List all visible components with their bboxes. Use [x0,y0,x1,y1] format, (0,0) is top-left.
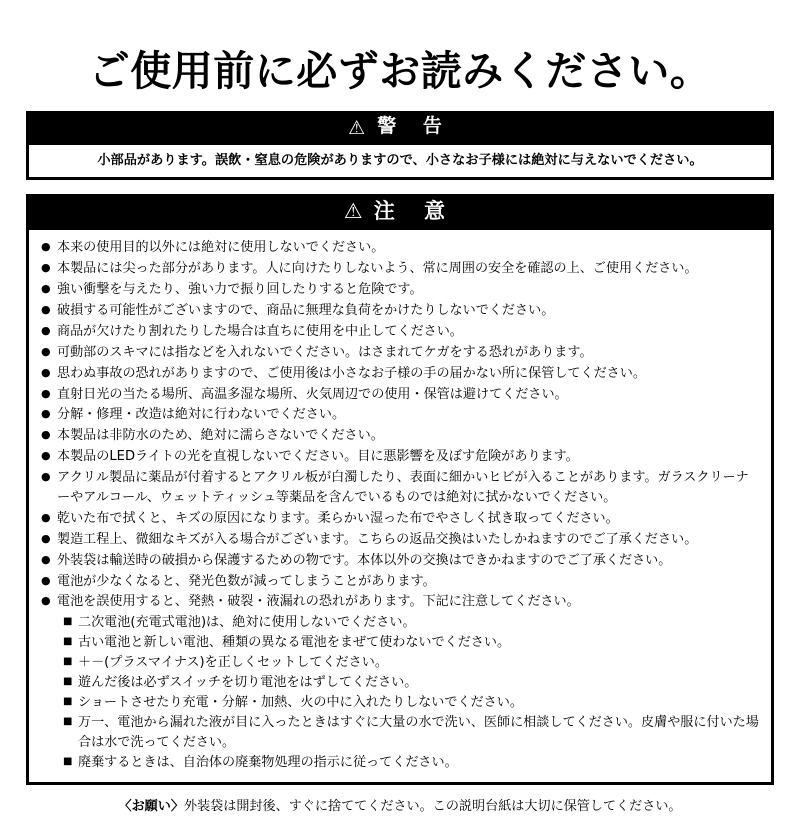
sub-bullet-marker-icon: ■ [63,715,73,727]
caution-list-item [41,259,761,279]
bullet-marker-icon: ● [41,510,51,524]
bullet-marker-icon: ● [41,386,51,400]
caution-body [26,230,774,785]
caution-list-item [41,405,761,425]
caution-heading-band [26,194,774,230]
caution-list-item [41,592,761,612]
caution-item-text: 強い衝撃を与えたり、強い力で振り回したりすると危険です。 [57,282,423,298]
warning-heading-label: 警 告 [377,115,452,138]
caution-item-text: 本来の使用目的以外には絶対に使用しないでください。 [57,240,385,256]
sub-bullet-marker-icon: ■ [63,755,73,767]
section-gap [26,180,774,194]
battery-sub-item [63,753,761,773]
page-title: ご使用前に必ずお読みください。 [88,47,712,95]
caution-item-text: 本製品は非防水のため、絶対に濡らさないでください。 [57,428,384,444]
bullet-marker-icon: ● [41,470,51,484]
bullet-marker-icon: ● [41,282,51,296]
caution-item-text: 商品が欠けたり割れたりした場合は直ちに使用を中止してください。 [57,323,463,339]
battery-sub-item-text: 遊んだ後は必ずスイッチを切り電池をはずしてください。 [78,675,418,690]
bullet-marker-icon: ● [41,302,51,316]
caution-item-text: 可動部のスキマには指などを入れないでください。はさまれてケガをする恐れがあります。 [57,344,593,360]
battery-sub-item-text: 古い電池と新しい電池、種類の異なる電池をまぜて使わないでください。 [78,635,511,651]
warning-text: 小部品があります。誤飲・窒息の危険がありますので、小さなお子様には絶対に与えないでください。 [97,153,703,169]
bullet-marker-icon: ● [41,428,51,442]
footer-text: 外装袋は開封後、すぐに捨ててください。この説明台紙は大切に保管してください。 [183,799,682,815]
sub-bullet-marker-icon: ■ [63,676,73,687]
bullet-marker-icon: ● [41,407,51,421]
caution-item-text: 思わぬ事故の恐れがありますので、ご使用後は小さなお子様の手の届かない所に保管してください。 [57,365,646,381]
bullet-marker-icon: ● [41,449,51,463]
battery-sub-item [63,653,761,673]
battery-sub-item [63,713,761,753]
battery-sub-item-text: 二次電池(充電式電池)は、絶対に使用しないでください。 [78,615,416,631]
caution-section [26,194,774,785]
caution-list-item [41,509,761,529]
bullet-marker-icon: ● [41,594,51,608]
caution-item-text: 製造工程上、微細なキズが入る場合がございます。こちらの返品交換はいたしかねますのでご了承ください。 [57,531,698,547]
bullet-marker-icon: ● [41,240,51,254]
battery-sub-item-text: 万一、電池から漏れた液が目に入ったときはすぐに大量の水で洗い、医師に相談してください。皮膚や服に付いた場合は水で洗ってください。 [78,714,759,750]
bullet-marker-icon: ● [41,552,51,566]
warning-section [26,111,774,180]
caution-list-item [41,364,761,384]
battery-sub-item [63,673,761,693]
caution-triangle-icon: ⚠ [343,199,374,224]
caution-list-item [41,468,761,508]
bullet-marker-icon: ● [41,531,51,545]
bullet-marker-icon: ● [41,323,51,337]
caution-item-text: 直射日光の当たる場所、高温多湿な場所、火気周辺での使用・保管は避けてください。 [57,386,568,402]
caution-list-item [41,301,761,321]
caution-list-item [41,426,761,446]
caution-item-text: 電池が少なくなると、発光色数が減ってしまうことがあります。 [57,573,436,589]
battery-sub-list [41,613,761,772]
sub-bullet-marker-icon: ■ [63,695,73,707]
battery-sub-item-text: ＋－(プラスマイナス)を正しくセットしてください。 [78,655,388,671]
caution-list-item [41,530,761,550]
caution-item-text: 破損する可能性がございますので、商品に無理な負荷をかけたりしないでください。 [57,302,555,318]
caution-list [41,238,761,772]
warning-heading-band [26,111,774,145]
caution-item-text: 本製品には尖った部分があります。人に向けたりしないよう、常に周囲の安全を確認の上、ご使用ください。 [57,261,698,277]
bullet-marker-icon: ● [41,573,51,587]
sub-bullet-marker-icon: ■ [63,616,73,628]
caution-heading-label: 注 意 [373,199,457,224]
caution-item-text: 電池を誤使用すると、発熱・破裂・液漏れの恐れがあります。下記に注意してください。 [57,594,580,610]
caution-list-item [41,343,761,363]
caution-list-item [41,322,761,342]
caution-item-text: 分解・修理・改造は絶対に行わないでください。 [57,407,346,423]
battery-sub-item [63,613,761,633]
caution-item-text: 本製品のLEDライトの光を直視しないでください。目に悪影響を及ぼす危険があります。 [57,449,579,465]
battery-sub-item [63,693,761,713]
caution-list-item [41,238,761,258]
bullet-marker-icon: ● [41,365,51,379]
bullet-marker-icon: ● [41,261,51,275]
warning-body [26,145,774,180]
footer-lead: 〈お願い〉 [118,799,184,815]
caution-item-text: アクリル製品に薬品が付着するとアクリル板が白濁したり、表面に細かいヒビが入ることがあります。ガラスクリーナーやアルコール、ウェットティッシュ等薬品を含んでいるものでは絶対に拭かないでください。 [57,470,749,505]
caution-item-text: 乾いた布で拭くと、キズの原因になります。柔らかい湿った布でやさしく拭き取ってください。 [57,510,619,526]
sub-bullet-marker-icon: ■ [63,636,73,648]
caution-list-item [41,280,761,300]
battery-sub-item [63,633,761,653]
caution-list-item [41,572,761,592]
bullet-marker-icon: ● [41,344,51,358]
battery-sub-item-text: ショートさせたり充電・分解・加熱、火の中に入れたりしないでください。 [78,694,523,710]
caution-list-item [41,385,761,405]
caution-list-item [41,447,761,467]
sub-bullet-marker-icon: ■ [63,656,73,668]
caution-item-text: 外装袋は輸送時の破損から保護するための物です。本体以外の交換はできかねますのでご了承ください。 [57,552,672,568]
battery-sub-item-text: 廃棄するときは、自治体の廃棄物処理の指示に従ってください。 [78,754,458,770]
warning-triangle-icon: ⚠ [348,117,366,140]
footer-note [26,798,774,816]
caution-list-item [41,551,761,571]
